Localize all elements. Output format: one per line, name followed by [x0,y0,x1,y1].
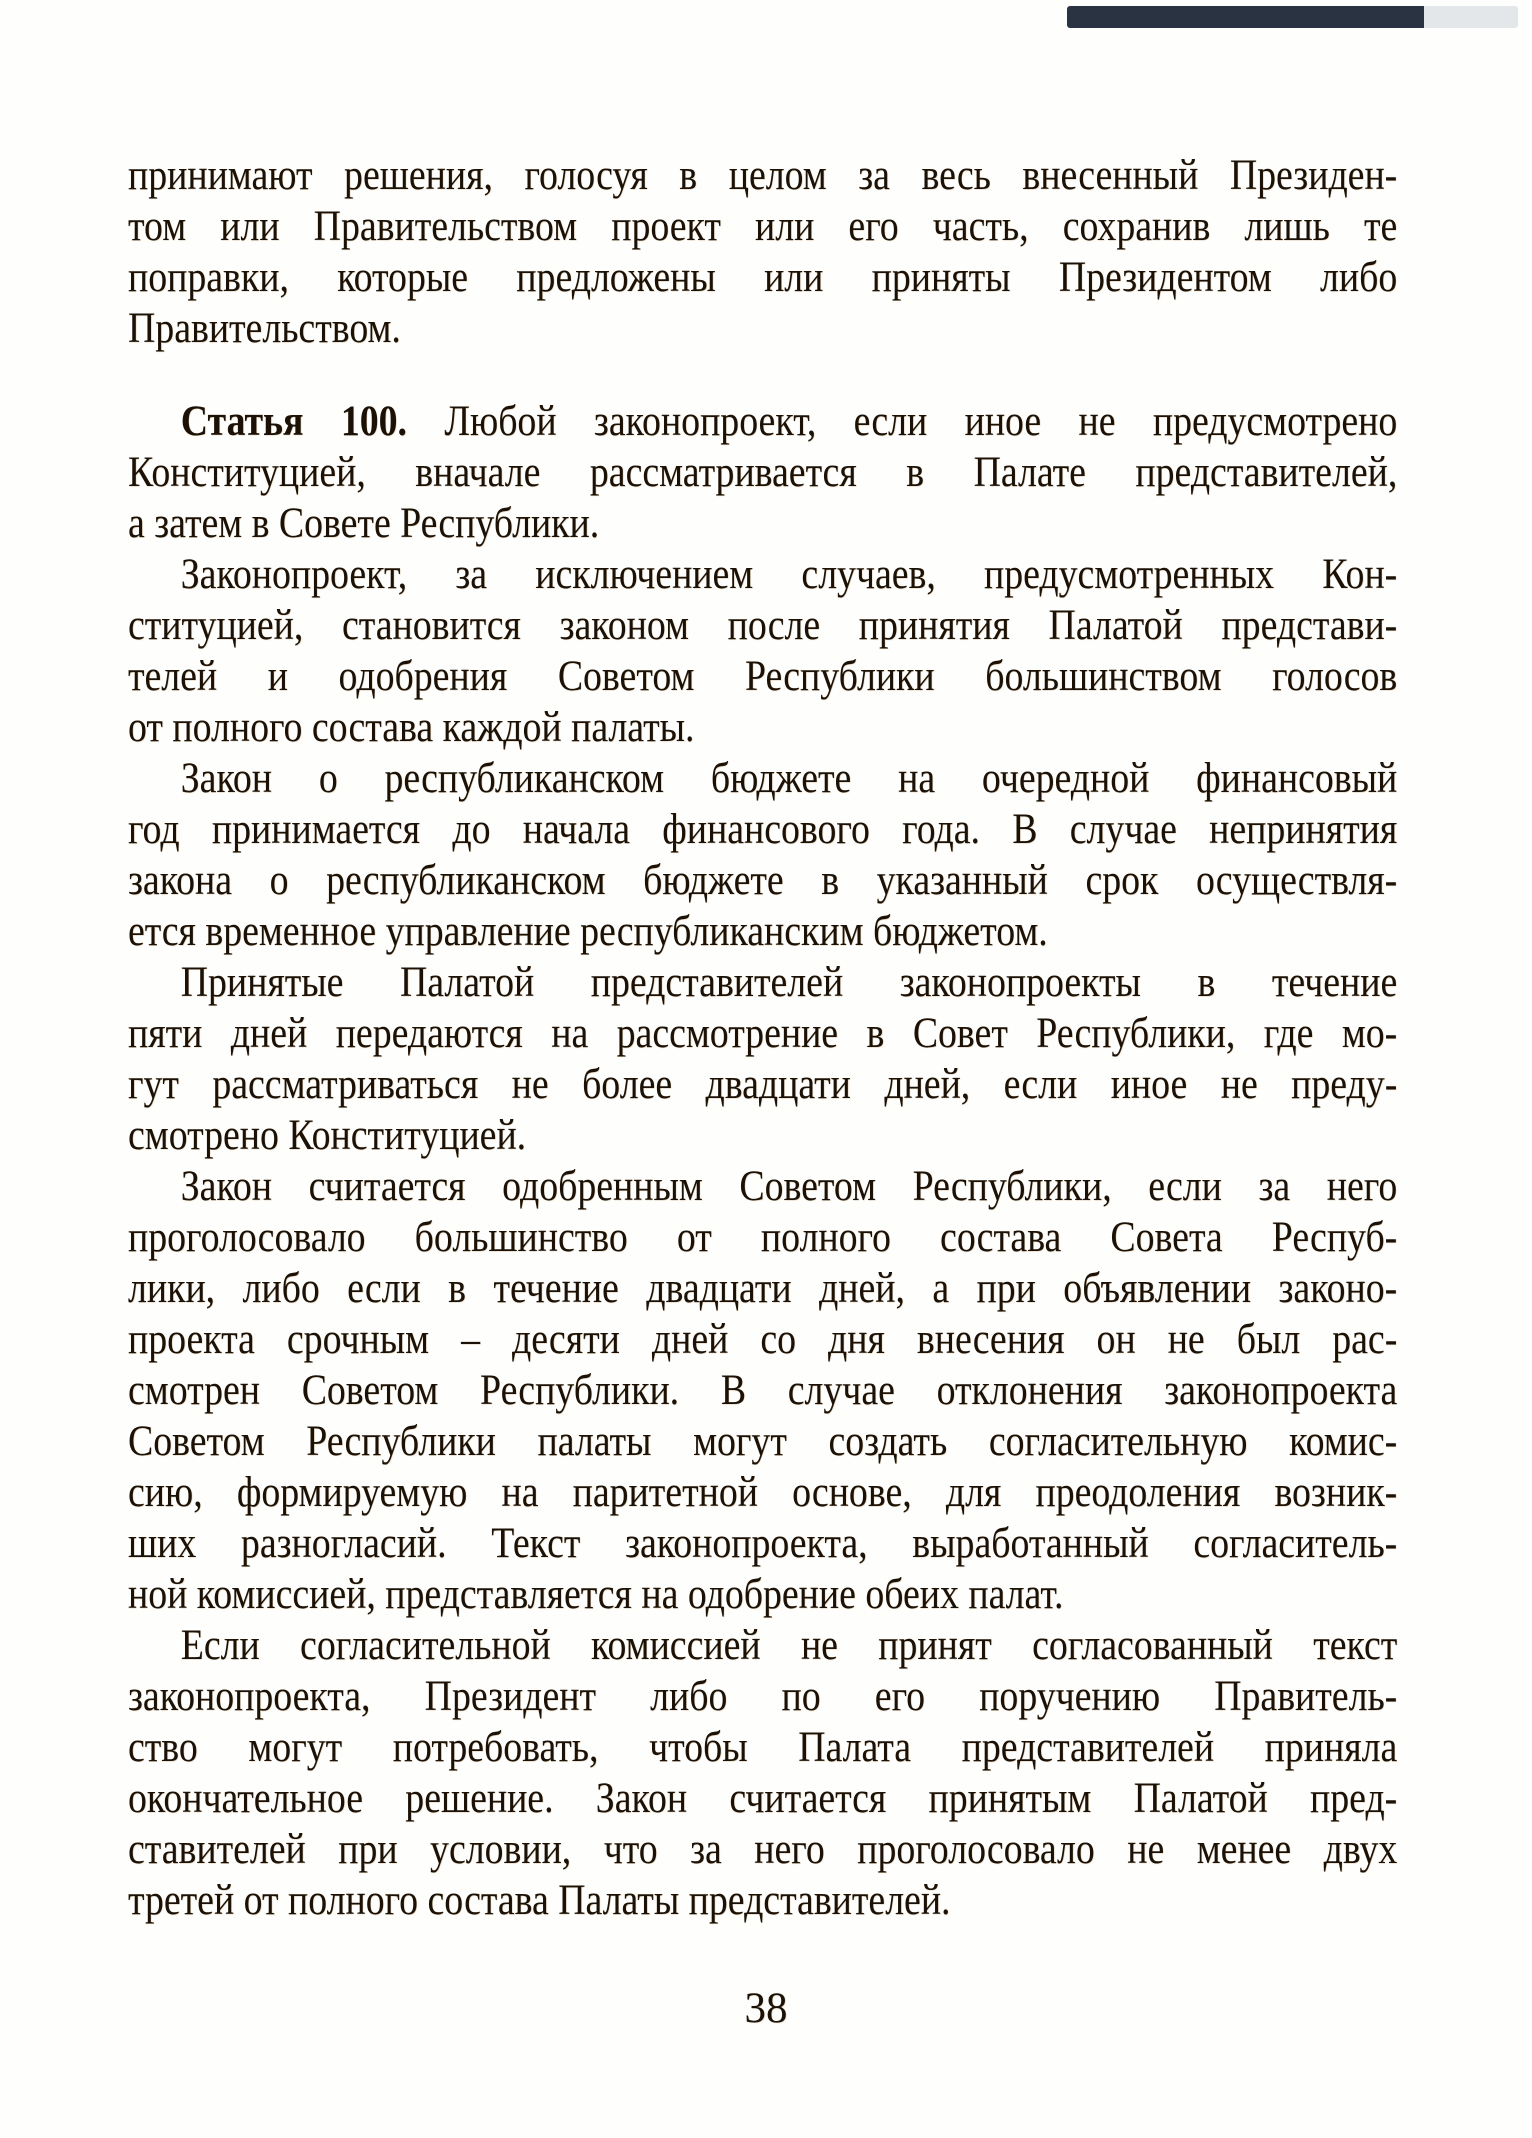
text-line: пяти дней передаются на рассмотрение в Совет Республики, где мо- [128,1010,1398,1057]
text-line: окончательное решение. Закон считается принятым Палатой пред- [128,1775,1398,1822]
text-line: Законопроект, за исключением случаев, предусмотренных Кон- [180,551,1398,598]
text-line: ших разногласий. Текст законопроекта, выработанный согласитель- [128,1520,1398,1567]
text-line: сию, формируемую на паритетной основе, для преодоления возник- [128,1469,1398,1516]
paragraph [128,396,1397,549]
text-line: Конституцией, вначале рассматривается в Палате представителей, [128,449,1398,496]
text-line: от полного состава каждой палаты. [128,704,695,751]
page-text [128,150,1397,1926]
text-line: Закон считается одобренным Советом Республики, если за него [180,1163,1398,1210]
text-line: смотрено Конституцией. [128,1112,527,1159]
text-line: Советом Республики палаты могут создать согласительную комис- [128,1418,1398,1465]
text-line: Принятые Палатой представителей законопроекты в течение [180,959,1398,1006]
paragraph [128,1620,1397,1926]
text-line: ной комиссией, представляется на одобрение обеих палат. [128,1571,1064,1618]
text-line: ство могут потребовать, чтобы Палата представителей приняла [128,1724,1398,1771]
paragraph [128,957,1397,1161]
text-line: закона о республиканском бюджете в указанный срок осуществля- [128,857,1398,904]
text-line: лики, либо если в течение двадцати дней, а при объявлении законо- [128,1265,1398,1312]
paragraph [128,549,1397,753]
page-number: 38 [744,1985,788,2032]
paragraph [128,753,1397,957]
text-line: проголосовало большинство от полного состава Совета Респуб- [128,1214,1398,1261]
text-line: Статья 100. Любой законопроект, если иное не предусмотрено [180,398,1398,445]
text-line: законопроекта, Президент либо по его поручению Правитель- [128,1673,1398,1720]
text-line: том или Правительством проект или его часть, сохранив лишь те [128,203,1398,250]
scan-artifact-light-bar [1424,6,1518,28]
text-line: а затем в Совете Республики. [128,500,600,547]
text-line: гут рассматриваться не более двадцати дней, если иное не преду- [128,1061,1398,1108]
text-line: Закон о республиканском бюджете на очередной финансовый [180,755,1398,802]
paragraph [128,1161,1397,1620]
text-line: поправки, которые предложены или приняты Президентом либо [128,254,1398,301]
scan-artifact-dark-bar [1067,6,1424,28]
text-line: телей и одобрения Советом Республики большинством голосов [128,653,1398,700]
text-line: ставителей при условии, что за него проголосовало не менее двух [128,1826,1398,1873]
text-line: год принимается до начала финансового года. В случае непринятия [128,806,1398,853]
paragraph [128,150,1397,354]
text-line: принимают решения, голосуя в целом за весь внесенный Президен- [128,152,1398,199]
text-line: Если согласительной комиссией не принят согласованный текст [180,1622,1398,1669]
text-line: третей от полного состава Палаты представителей. [128,1877,951,1924]
text-line: ституцией, становится законом после принятия Палатой представи- [128,602,1398,649]
text-line: ется временное управление республиканским бюджетом. [128,908,1048,955]
article-number-heading: Статья 100. [180,398,407,445]
text-line: проекта срочным – десяти дней со дня внесения он не был рас- [128,1316,1398,1363]
text-line: смотрен Советом Республики. В случае отклонения законопроекта [128,1367,1398,1414]
text-line: Правительством. [128,305,401,352]
